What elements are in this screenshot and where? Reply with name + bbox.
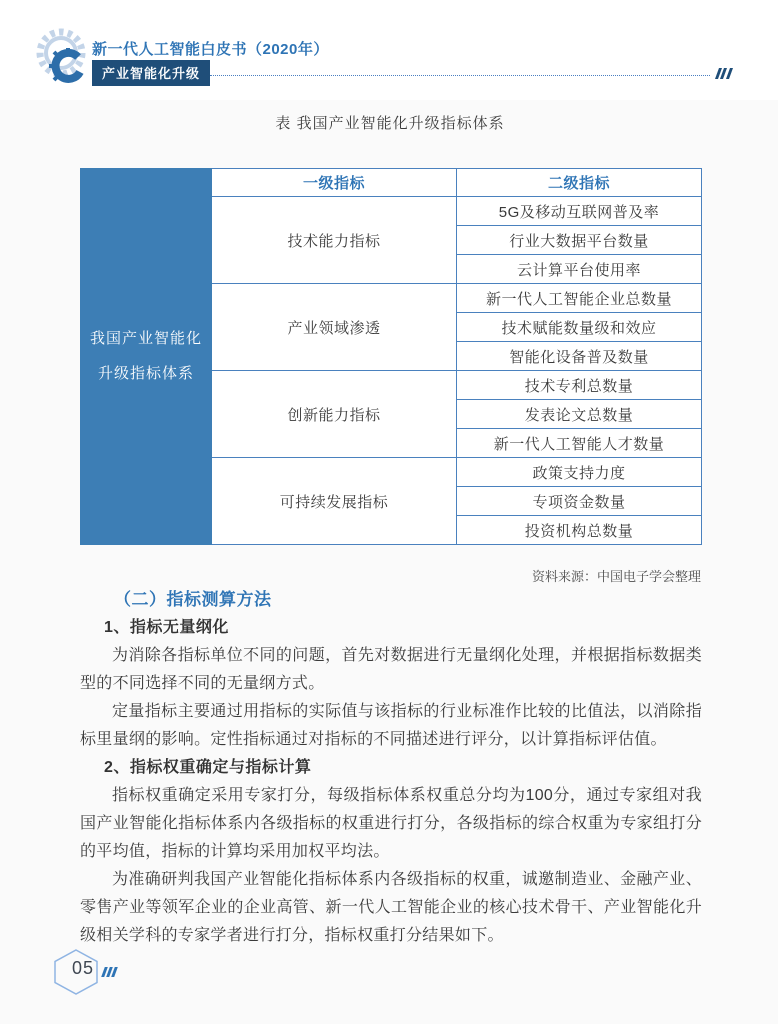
paragraph: 为消除各指标单位不同的问题，首先对数据进行无量纲化处理，并根据指标数据类型的不同选择不同的无量纲方式。 [80, 647, 702, 692]
paragraph: 指标权重确定采用专家打分，每级指标体系权重总分均为100分，通过专家组对我国产业智能化指标体系内各级指标的权重进行打分，各级指标的综合权重为专家组打分的平均值，指标的计算均采用加权平均法。 [80, 787, 702, 860]
level2-cell: 投资机构总数量 [457, 516, 702, 545]
page-number: 05 [72, 958, 95, 978]
level2-cell: 技术赋能数量级和效应 [457, 313, 702, 342]
whitepaper-title: 新一代人工智能白皮书（2020年） [92, 41, 329, 58]
level2-cell: 新一代人工智能人才数量 [457, 429, 702, 458]
table-header-row [81, 169, 702, 197]
section-heading: （二）指标测算方法 [114, 590, 272, 609]
chapter-banner: 产业智能化升级 [92, 60, 210, 86]
side-header-line2: 升级指标体系 [97, 365, 194, 382]
column-header-level2: 二级指标 [457, 169, 702, 197]
table-caption: 表 我国产业智能化升级指标体系 [275, 115, 505, 132]
level2-cell: 智能化设备普及数量 [457, 342, 702, 371]
level1-cell: 产业领域渗透 [212, 284, 457, 371]
column-header-level1: 一级指标 [212, 169, 457, 197]
body-text [80, 586, 702, 950]
level2-cell: 行业大数据平台数量 [457, 226, 702, 255]
indicator-table [80, 168, 702, 545]
level2-cell: 政策支持力度 [457, 458, 702, 487]
header-dotted-rule [210, 62, 710, 76]
page-header [0, 0, 778, 100]
brand-gear-icon [36, 26, 94, 95]
source-note: 资料来源：中国电子学会整理 [531, 569, 701, 584]
side-header-line1: 我国产业智能化 [89, 330, 202, 347]
level1-cell: 创新能力指标 [212, 371, 457, 458]
level1-cell: 技术能力指标 [212, 197, 457, 284]
paragraph: 为准确研判我国产业智能化指标体系内各级指标的权重，诚邀制造业、金融产业、零售产业等领军企业的企业高管、新一代人工智能企业的核心技术骨干、产业智能化升级相关学科的专家学者进行打分，指标权重打分结果如下。 [80, 871, 702, 944]
header-end-slashes-icon [714, 66, 731, 84]
level2-cell: 5G及移动互联网普及率 [457, 197, 702, 226]
footer-slashes-icon [100, 964, 115, 982]
paragraph: 定量指标主要通过用指标的实际值与该指标的行业标准作比较的比值法，以消除指标里量纲的影响。定性指标通过对指标的不同描述进行评分，以计算指标评估值。 [80, 703, 702, 748]
table-side-header [81, 169, 212, 545]
level2-cell: 专项资金数量 [457, 487, 702, 516]
level2-cell: 云计算平台使用率 [457, 255, 702, 284]
subsection-heading-2: 2、指标权重确定与指标计算 [104, 759, 312, 776]
level2-cell: 发表论文总数量 [457, 400, 702, 429]
level1-cell: 可持续发展指标 [212, 458, 457, 545]
level2-cell: 新一代人工智能企业总数量 [457, 284, 702, 313]
subsection-heading-1: 1、指标无量纲化 [104, 619, 229, 636]
level2-cell: 技术专利总数量 [457, 371, 702, 400]
